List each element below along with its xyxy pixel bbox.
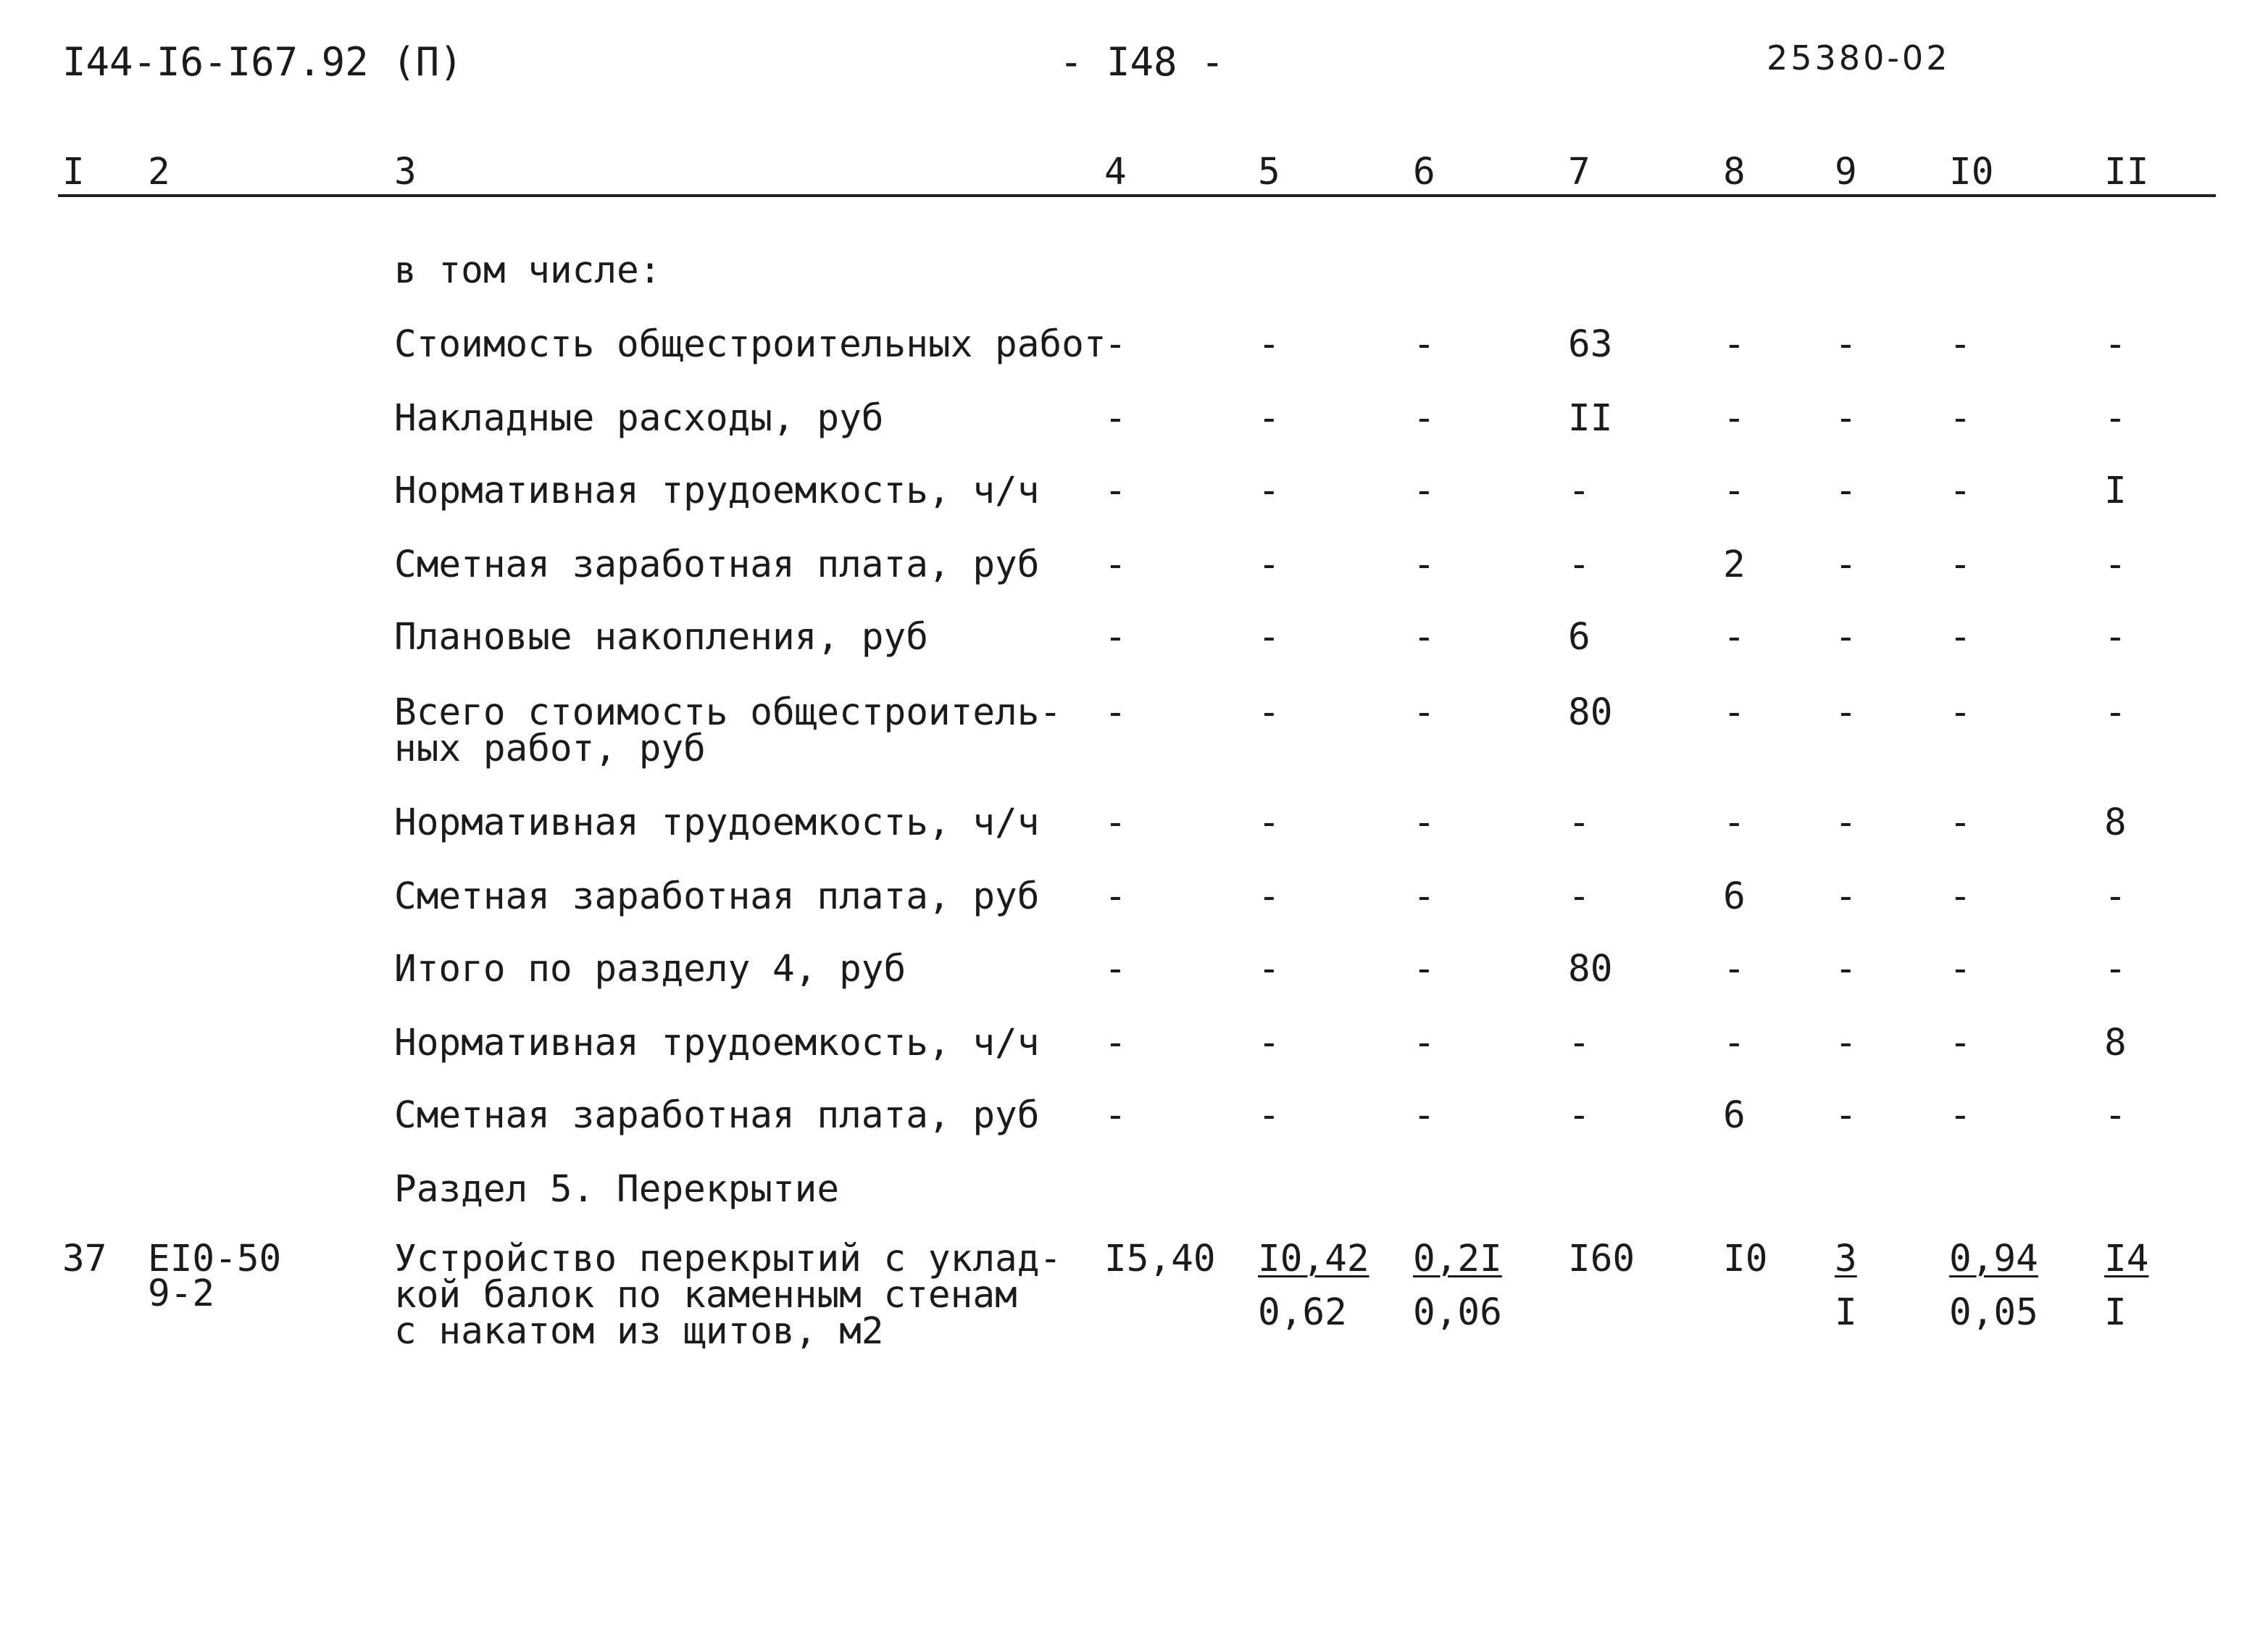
row-cell-col4: - [1104, 397, 1127, 440]
row-cell-col5: - [1258, 691, 1280, 734]
row-cell-col7: 6 [1568, 616, 1590, 659]
row-cell-col5: - [1258, 397, 1280, 440]
row-cell-col6: - [1413, 875, 1435, 918]
column-number-4: 4 [1104, 151, 1127, 193]
row-cell-col5: - [1258, 470, 1280, 512]
row-cell-col10: - [1949, 323, 1972, 366]
row-cell-col8: - [1723, 616, 1746, 659]
row-description: Итого по разделу 4, руб [394, 948, 906, 991]
row-cell-col10: - [1949, 691, 1972, 734]
item-col9-top: 3 [1835, 1238, 1857, 1280]
row-cell-col9: - [1835, 948, 1857, 991]
item-col6-top: 0,2I [1413, 1238, 1502, 1280]
row-description: Сметная заработная плата, руб [394, 875, 1040, 918]
row-cell-col8: - [1723, 691, 1746, 734]
row-cell-col10: - [1949, 397, 1972, 440]
inventory-number: 25380-02 [1767, 38, 1951, 78]
row-cell-col7: 80 [1568, 691, 1613, 734]
row-cell-col11: - [2104, 323, 2127, 366]
item-col4: I5,40 [1104, 1238, 1216, 1280]
column-number-10: I0 [1949, 151, 1994, 193]
row-cell-col11: - [2104, 616, 2127, 659]
row-cell-col6: - [1413, 470, 1435, 512]
row-cell-col5: - [1258, 543, 1280, 586]
row-cell-col5: - [1258, 323, 1280, 366]
column-number-1: I [62, 151, 85, 193]
row-cell-col11: - [2104, 1094, 2127, 1137]
row-cell-col7: - [1568, 470, 1590, 512]
row-cell-col11: I [2104, 470, 2127, 512]
row-cell-col4: - [1104, 616, 1127, 659]
row-cell-col6: - [1413, 691, 1435, 734]
row-description: Всего стоимость общестроитель- [394, 691, 1062, 734]
row-cell-col5: - [1258, 616, 1280, 659]
row-cell-col8: - [1723, 801, 1746, 844]
item-code-line1: EI0-50 [148, 1238, 282, 1280]
row-cell-col8: 2 [1723, 543, 1746, 586]
row-description: Сметная заработная плата, руб [394, 543, 1040, 586]
row-cell-col7: II [1568, 397, 1613, 440]
item-col9-bottom: I [1835, 1291, 1857, 1334]
row-description: Нормативная трудоемкость, ч/ч [394, 470, 1040, 512]
row-cell-col10: - [1949, 543, 1972, 586]
row-cell-col6: - [1413, 543, 1435, 586]
item-description-line2: кой балок по каменным стенам [394, 1274, 1017, 1317]
row-cell-col7: - [1568, 875, 1590, 918]
row-cell-col8: - [1723, 470, 1746, 512]
row-cell-col8: - [1723, 948, 1746, 991]
item-col8: I0 [1723, 1238, 1768, 1280]
row-cell-col11: - [2104, 948, 2127, 991]
item-description-line3: с накатом из щитов, м2 [394, 1310, 884, 1353]
row-description: Нормативная трудоемкость, ч/ч [394, 1022, 1040, 1064]
column-number-11: II [2104, 151, 2149, 193]
row-cell-col4: - [1104, 801, 1127, 844]
row-description: в том числе: [394, 249, 662, 292]
row-description-continued: ных работ, руб [394, 727, 706, 770]
item-col11-top: I4 [2104, 1238, 2149, 1280]
row-cell-col10: - [1949, 1022, 1972, 1064]
row-cell-col9: - [1835, 691, 1857, 734]
column-number-6: 6 [1413, 151, 1435, 193]
row-cell-col10: - [1949, 1094, 1972, 1137]
row-cell-col11: 8 [2104, 801, 2127, 844]
row-cell-col4: - [1104, 543, 1127, 586]
row-cell-col9: - [1835, 543, 1857, 586]
item-col10-top: 0,94 [1949, 1238, 2038, 1280]
row-cell-col4: - [1104, 875, 1127, 918]
row-cell-col4: - [1104, 470, 1127, 512]
item-col7: I60 [1568, 1238, 1635, 1280]
row-cell-col9: - [1835, 1094, 1857, 1137]
row-description: Раздел 5. Перекрытие [394, 1168, 840, 1211]
row-description: Плановые накопления, руб [394, 616, 928, 659]
row-cell-col11: - [2104, 543, 2127, 586]
row-cell-col6: - [1413, 323, 1435, 366]
row-cell-col4: - [1104, 948, 1127, 991]
column-number-7: 7 [1568, 151, 1590, 193]
row-cell-col8: - [1723, 323, 1746, 366]
row-cell-col10: - [1949, 875, 1972, 918]
row-cell-col7: - [1568, 1094, 1590, 1137]
row-cell-col8: 6 [1723, 1094, 1746, 1137]
item-code-line2: 9-2 [148, 1272, 215, 1315]
row-cell-col6: - [1413, 1094, 1435, 1137]
row-cell-col5: - [1258, 1094, 1280, 1137]
row-cell-col11: - [2104, 691, 2127, 734]
column-number-5: 5 [1258, 151, 1280, 193]
row-cell-col6: - [1413, 801, 1435, 844]
row-cell-col7: - [1568, 1022, 1590, 1064]
row-cell-col10: - [1949, 801, 1972, 844]
item-col11-bottom: I [2104, 1291, 2127, 1334]
row-cell-col5: - [1258, 948, 1280, 991]
row-cell-col11: - [2104, 397, 2127, 440]
item-number: 37 [62, 1238, 107, 1280]
row-cell-col7: 63 [1568, 323, 1613, 366]
column-number-8: 8 [1723, 151, 1746, 193]
row-cell-col11: 8 [2104, 1022, 2127, 1064]
row-cell-col4: - [1104, 1094, 1127, 1137]
row-cell-col5: - [1258, 1022, 1280, 1064]
page-number: - I48 - [1059, 39, 1225, 85]
header-rule [58, 194, 2216, 197]
column-number-9: 9 [1835, 151, 1857, 193]
row-cell-col6: - [1413, 1022, 1435, 1064]
row-description: Нормативная трудоемкость, ч/ч [394, 801, 1040, 844]
row-cell-col4: - [1104, 691, 1127, 734]
row-cell-col6: - [1413, 397, 1435, 440]
row-cell-col9: - [1835, 875, 1857, 918]
row-cell-col9: - [1835, 323, 1857, 366]
row-cell-col7: - [1568, 801, 1590, 844]
row-cell-col8: 6 [1723, 875, 1746, 918]
row-cell-col6: - [1413, 948, 1435, 991]
row-cell-col5: - [1258, 875, 1280, 918]
row-cell-col9: - [1835, 1022, 1857, 1064]
row-cell-col8: - [1723, 1022, 1746, 1064]
item-col10-bottom: 0,05 [1949, 1291, 2038, 1334]
document-code: I44-I6-I67.92 (П) [62, 39, 463, 85]
item-col5-top: I0,42 [1258, 1238, 1369, 1280]
row-cell-col9: - [1835, 801, 1857, 844]
row-cell-col10: - [1949, 948, 1972, 991]
row-cell-col8: - [1723, 397, 1746, 440]
row-description: Накладные расходы, руб [394, 397, 884, 440]
item-description-line1: Устройство перекрытий с уклад- [394, 1238, 1062, 1280]
column-number-3: 3 [394, 151, 417, 193]
row-cell-col9: - [1835, 470, 1857, 512]
row-cell-col5: - [1258, 801, 1280, 844]
row-description: Сметная заработная плата, руб [394, 1094, 1040, 1137]
row-cell-col7: 80 [1568, 948, 1613, 991]
row-cell-col6: - [1413, 616, 1435, 659]
row-cell-col9: - [1835, 616, 1857, 659]
row-cell-col10: - [1949, 616, 1972, 659]
row-cell-col4: - [1104, 1022, 1127, 1064]
row-description: Стоимость общестроительных работ [394, 323, 1106, 366]
row-cell-col7: - [1568, 543, 1590, 586]
row-cell-col11: - [2104, 875, 2127, 918]
item-col6-bottom: 0,06 [1413, 1291, 1502, 1334]
item-col5-bottom: 0,62 [1258, 1291, 1347, 1334]
column-number-2: 2 [148, 151, 170, 193]
row-cell-col10: - [1949, 470, 1972, 512]
row-cell-col4: - [1104, 323, 1127, 366]
row-cell-col9: - [1835, 397, 1857, 440]
